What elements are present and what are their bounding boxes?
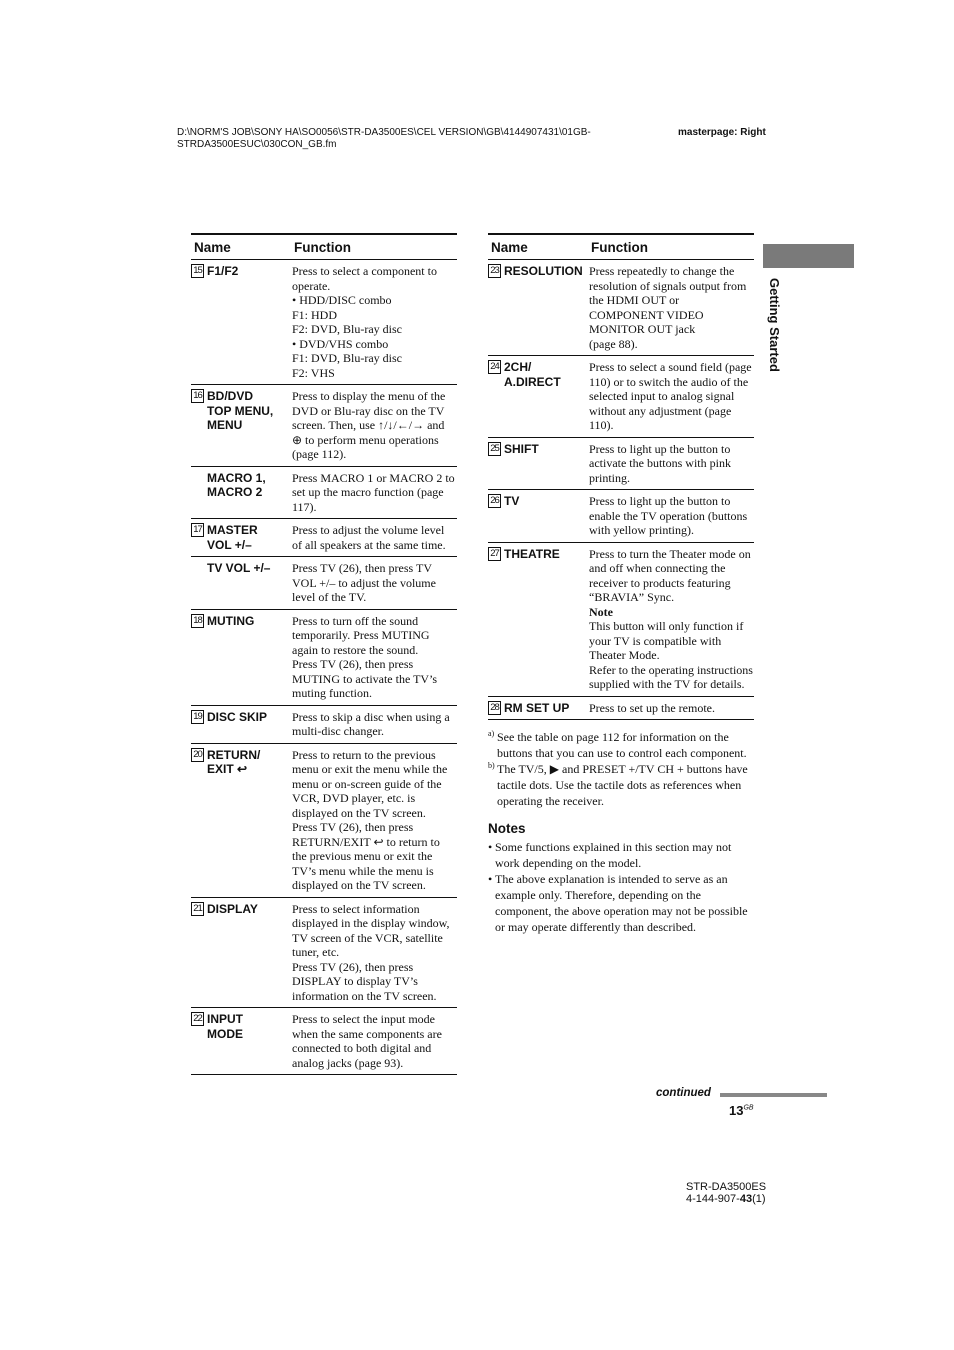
row-number-box: 24 [488,360,501,374]
button-name: 2CH/ A.DIRECT [504,360,561,389]
table-row [191,706,457,744]
row-number [488,547,504,692]
table-row [191,1008,457,1075]
button-name: TV VOL +/– [207,561,271,575]
row-number-box: 20 [191,748,204,762]
row-number-box: 23 [488,264,501,278]
note-text: This button will only function if your TV is compatible with Theater Mode. Refer to the operating instructions supplied with the TV for details. [589,619,753,691]
button-function [292,471,457,515]
note-item: • The above explanation is intended to serve as an example only. Therefore, depending on the component, the above operation may not be possible or may operate differently than described. [488,871,754,935]
table-row [191,744,457,898]
function-text: Press to turn off the sound temporarily. Press MUTING again to restore the sound. Press TV (26), then press MUTING to activate the TV’s muting function. [292,613,438,700]
function-text: Press to select a component to operate. • HDD/DISC combo F1: HDD F2: DVD, Blu-ray disc • DVD/VHS combo F1: DVD, Blu-ray disc F2: VHS [292,264,437,380]
notes-heading: Notes [488,821,526,836]
table-row [488,543,754,697]
part-number-suffix: (1) [752,1193,766,1205]
row-number [191,264,207,380]
name-column-header: Name [194,239,231,255]
row-number-box: 17 [191,523,204,537]
function-column-header: Function [591,239,648,255]
file-path-header [177,127,657,151]
button-function [292,264,457,380]
masterpage-label: masterpage: Right [678,127,766,138]
row-number-box: 27 [488,547,501,561]
row-number-box: 19 [191,710,204,724]
button-function [292,561,457,605]
function-text: Press MACRO 1 or MACRO 2 to set up the macro function (page 117). [292,470,455,514]
right-function-table [488,233,754,720]
button-function [292,1012,457,1070]
table-row [191,260,457,385]
row-number-box: 28 [488,701,501,715]
table-row [191,898,457,1009]
table-header [488,233,754,260]
footnote-text: The TV/5, ▶ and PRESET +/TV CH + buttons have tactile dots. Use the tactile dots as references when operating the receiver. [497,762,748,808]
row-number [191,614,207,701]
footnote-text: See the table on page 112 for information on the buttons that you can use to control each component. [497,730,747,760]
function-text: Press to adjust the volume level of all speakers at the same time. [292,523,446,552]
section-tab-label: Getting Started [767,278,782,372]
button-function [589,442,754,486]
table-row [488,438,754,491]
table-row [488,356,754,438]
page-number-value: 13 [729,1103,744,1118]
part-number [686,1193,766,1205]
row-number [488,360,504,433]
row-number-box: 18 [191,614,204,628]
row-number-box: 21 [191,902,204,916]
button-name: RM SET UP [504,700,570,715]
row-number [488,442,504,486]
function-text: Press to select information displayed in the display window, TV screen of the VCR, satellite tuner, etc. Press TV (26), then press DISPLAY to display TV’s information on the TV screen. [292,901,450,1003]
note-label: Note [589,604,613,619]
function-text: Press to set up the remote. [589,700,715,715]
row-number [191,748,207,893]
button-name: F1/F2 [207,264,239,278]
button-function [589,494,754,538]
model-name: STR-DA3500ES [686,1181,767,1193]
table-row [191,610,457,706]
button-name: SHIFT [504,441,539,456]
table-row [191,467,457,520]
left-function-table [191,233,457,1075]
button-name: MASTER VOL +/– [207,523,258,552]
row-number [191,1012,207,1070]
footnote-mark: b) [488,761,495,770]
button-name: MACRO 1, MACRO 2 [207,470,266,499]
table-row [488,490,754,543]
footnote-mark: a) [488,729,495,738]
row-number [191,561,207,605]
row-number [191,523,207,552]
row-number-box: 16 [191,389,204,403]
footnotes-section [488,729,754,935]
function-text: Press TV (26), then press TV VOL +/– to adjust the volume level of the TV. [292,561,436,604]
button-name: MUTING [207,613,255,628]
row-number-box: 15 [191,264,204,278]
page-number [729,1103,754,1118]
button-function [589,360,754,433]
button-name: THEATRE [504,546,560,561]
table-row [488,697,754,721]
function-text: Press to select a sound field (page 110) or to switch the audio of the selected input to analog signal without any adjustment (page 110). [589,360,752,432]
continued-label: continued [656,1087,711,1099]
button-function [292,389,457,462]
function-text: Press to display the menu of the DVD or Blu-ray disc on the TV screen. Then, use ↑/↓/←/→ and ⊕ to perform menu operations (page 112). [292,389,446,461]
file-path-line-2: STRDA3500ESUC\030CON_GB.fm [177,139,337,150]
name-column-header: Name [491,239,528,255]
button-function [292,748,457,893]
note-item: • Some functions explained in this section may not work depending on the model. [488,839,754,871]
row-number [488,494,504,538]
function-text: Press to select the input mode when the same components are connected to both digital and analog jacks (page 93). [292,1012,442,1070]
button-name: RESOLUTION [504,264,583,278]
row-number-box: 26 [488,494,501,508]
button-name: BD/DVD TOP MENU, MENU [207,389,274,432]
button-function [589,264,754,351]
button-name: INPUT MODE [207,1012,243,1041]
part-number-bold: 43 [739,1193,753,1205]
button-function [292,523,457,552]
button-name: DISC SKIP [207,709,268,724]
function-column-header: Function [294,239,351,255]
table-row [191,519,457,557]
continued-bar [720,1093,827,1097]
row-number [191,902,207,1004]
button-name: DISPLAY [207,901,258,916]
button-function [292,614,457,701]
file-path-line-1: D:\NORM'S JOB\SONY HA\SO0056\STR-DA3500ES\CEL VERSION\GB\4144907431\01GB- [177,127,591,138]
footnote-b [488,761,754,809]
row-number-box: 22 [191,1012,204,1026]
section-tab-bar [763,244,854,268]
table-row [191,385,457,467]
row-number [488,264,504,351]
button-function [589,547,754,692]
button-function [292,902,457,1004]
row-number [191,471,207,515]
row-number [488,701,504,716]
button-name: RETURN/ EXIT ↩ [207,747,261,776]
table-header [191,233,457,260]
table-row [191,557,457,610]
function-text: Press to return to the previous menu or exit the menu while the menu or on-screen guide of the VCR, DVD player, etc. is displayed on the TV screen. Press TV (26), then press RETURN/EXIT ↩ to return to the previous menu or exit the TV’s menu while the menu is displayed on the TV screen. [292,747,448,892]
page-number-suffix: GB [743,1104,754,1112]
part-number-prefix: 4-144-907- [686,1193,740,1205]
table-row [488,260,754,356]
row-number [191,710,207,739]
button-name: TV [504,494,520,508]
function-text: Press to turn the Theater mode on and off when connecting the receiver to products featuring “BRAVIA” Sync. [589,546,751,604]
function-text: Press to light up the button to enable the TV operation (buttons with yellow printing). [589,494,748,537]
row-number [191,389,207,462]
button-function [292,710,457,739]
row-number-box: 25 [488,442,501,456]
model-code [686,1181,766,1205]
function-text: Press to light up the button to activate the buttons with pink printing. [589,441,731,485]
function-text: Press repeatedly to change the resolution of signals output from the HDMI OUT or COMPONENT VIDEO MONITOR OUT jack (page 88). [589,264,747,351]
footnote-a [488,729,754,761]
button-function [589,701,754,716]
function-text: Press to skip a disc when using a multi-disc changer. [292,709,450,738]
